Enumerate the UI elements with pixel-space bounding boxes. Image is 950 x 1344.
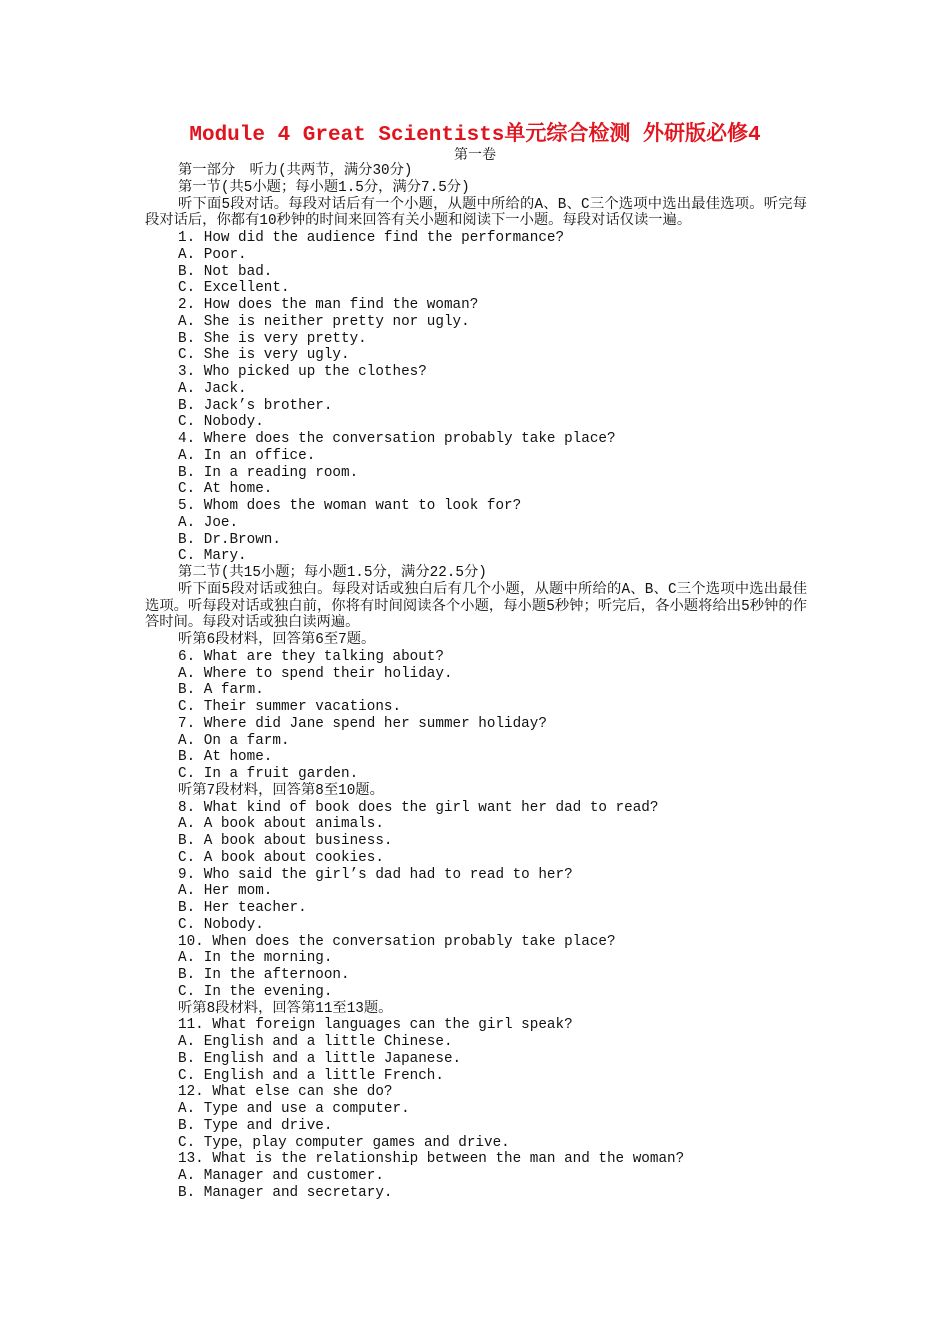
- text-line: 第一节(共5小题；每小题1.5分，满分7.5分): [178, 179, 470, 196]
- text-line: B. Jack’s brother.: [178, 397, 333, 414]
- text-line: C. She is very ugly.: [178, 347, 350, 364]
- text-line: C. English and a little French.: [178, 1067, 444, 1084]
- text-line: C. Mary.: [178, 548, 247, 565]
- text-line: B. At home.: [178, 749, 273, 766]
- text-line: C. In a fruit garden.: [178, 766, 359, 782]
- text-line: C. At home.: [178, 481, 273, 498]
- text-line: 听第7段材料，回答第8至10题。: [178, 782, 384, 799]
- text-line: B. Not bad.: [178, 263, 273, 280]
- text-line: B. Manager and secretary.: [178, 1184, 393, 1201]
- text-line: 听第8段材料，回答第11至13题。: [178, 1000, 393, 1017]
- text-line: B. Type and drive.: [178, 1117, 333, 1134]
- instruction-paragraph: 听下面5段对话。每段对话后有一个小题，从题中所给的A、B、C三个选项中选出最佳选项。听完每段对话后，你都有10秒钟的时间来回答有关小题和阅读下一小题。每段对话仅读一遍。: [145, 196, 807, 230]
- text-line: A. English and a little Chinese.: [178, 1034, 453, 1050]
- text-line: B. She is very pretty.: [178, 330, 367, 347]
- text-line: 听第6段材料，回答第6至7题。: [178, 632, 376, 648]
- text-line: A. A book about animals.: [178, 816, 384, 833]
- text-line: A. She is neither pretty nor ugly.: [178, 313, 470, 330]
- text-line: A. Jack.: [178, 380, 247, 397]
- text-line: A. Where to spend their holiday.: [178, 665, 453, 682]
- text-line: A. Type and use a computer.: [178, 1101, 410, 1117]
- text-line: 8. What kind of book does the girl want her dad to read?: [178, 799, 659, 816]
- text-line: C. A book about cookies.: [178, 849, 384, 866]
- text-line: 12. What else can she do?: [178, 1084, 393, 1101]
- text-line: A. In an office.: [178, 447, 316, 464]
- text-line: B. Dr.Brown.: [178, 531, 281, 548]
- volume-heading: 第一卷: [454, 147, 496, 163]
- text-line: 第二节(共15小题；每小题1.5分，满分22.5分): [178, 565, 487, 581]
- text-line: 7. Where did Jane spend her summer holiday?: [178, 715, 547, 732]
- text-line: 第一部分 听力(共两节，满分30分): [178, 163, 413, 179]
- text-line: C. In the evening.: [178, 983, 333, 1000]
- text-line: C. Excellent.: [178, 280, 290, 297]
- text-line: B. In the afternoon.: [178, 967, 350, 983]
- text-line: A. Joe.: [178, 514, 239, 531]
- text-line: 5. Whom does the woman want to look for?: [178, 498, 522, 514]
- text-line: A. In the morning.: [178, 950, 333, 967]
- document-body: [145, 163, 807, 1202]
- text-line: C. Their summer vacations.: [178, 699, 402, 715]
- text-line: 13. What is the relationship between the man and the woman?: [178, 1151, 685, 1168]
- instruction-paragraph: 听下面5段对话或独白。每段对话或独白后有几个小题，从题中所给的A、B、C三个选项中选出最佳选项。听每段对话或独白前，你将有时间阅读各个小题，每小题5秒钟；听完后，各小题将给出5秒钟的作答时间。每段对话或独白读两遍。: [145, 581, 807, 632]
- text-line: 11. What foreign languages can the girl speak?: [178, 1017, 573, 1034]
- document-title: Module 4 Great Scientists单元综合检测 外研版必修4: [189, 124, 761, 147]
- text-line: 9. Who said the girl’s dad had to read to her?: [178, 866, 573, 883]
- text-line: 2. How does the man find the woman?: [178, 297, 479, 313]
- text-line: A. Her mom.: [178, 883, 273, 900]
- text-line: C. Type，play computer games and drive.: [178, 1134, 510, 1151]
- text-line: 10. When does the conversation probably take place?: [178, 933, 616, 950]
- text-line: 3. Who picked up the clothes?: [178, 364, 427, 380]
- text-line: B. A farm.: [178, 682, 264, 699]
- text-line: 1. How did the audience find the performance?: [178, 230, 565, 246]
- text-line: B. A book about business.: [178, 833, 393, 849]
- text-line: 4. Where does the conversation probably take place?: [178, 431, 616, 447]
- text-line: B. English and a little Japanese.: [178, 1050, 462, 1067]
- text-line: A. Manager and customer.: [178, 1168, 384, 1184]
- text-line: B. Her teacher.: [178, 900, 307, 916]
- text-line: B. In a reading room.: [178, 464, 359, 481]
- text-line: A. Poor.: [178, 246, 247, 263]
- text-line: A. On a farm.: [178, 732, 290, 749]
- text-line: C. Nobody.: [178, 916, 264, 933]
- text-line: 6. What are they talking about?: [178, 648, 444, 665]
- text-line: C. Nobody.: [178, 414, 264, 431]
